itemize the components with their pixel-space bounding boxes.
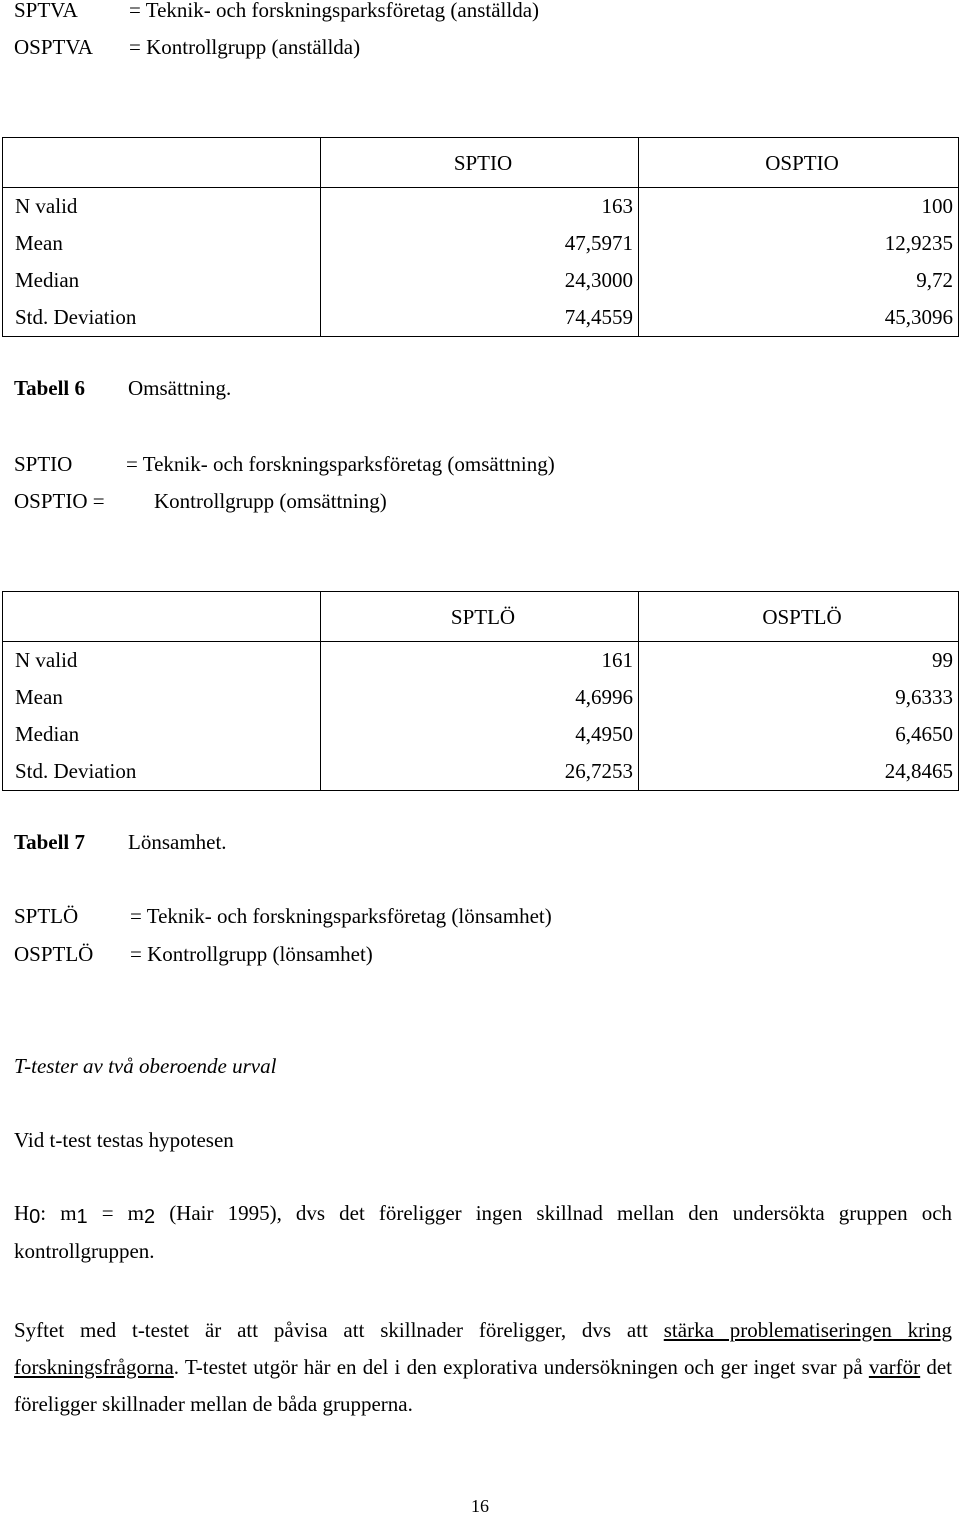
cell-value: 4,6996 — [321, 679, 639, 716]
legend-abbr: OSPTVA — [14, 35, 93, 59]
intro-text: Vid t-test testas hypotesen — [14, 1128, 234, 1152]
table-caption-number: Tabell 6 — [14, 376, 85, 400]
cell-value: 6,4650 — [639, 716, 959, 753]
table-caption-number: Tabell 7 — [14, 830, 85, 854]
table-header-empty — [3, 592, 321, 642]
table-row — [3, 225, 959, 262]
legend-abbr: OSPTLÖ — [14, 942, 94, 966]
table-row — [3, 716, 959, 753]
cell-value: 163 — [321, 188, 639, 226]
table-caption-text: Omsättning. — [128, 376, 232, 400]
purpose-text: . T-testet utgör här en del i den explorativa undersökningen och ger inget svar på — [173, 1355, 869, 1379]
cell-value: 12,9235 — [639, 225, 959, 262]
cell-value: 9,72 — [639, 262, 959, 299]
hypothesis-h-subscript: 0 — [29, 1206, 41, 1228]
cell-value: 4,4950 — [321, 716, 639, 753]
cell-value: 100 — [639, 188, 959, 226]
cell-value: 24,3000 — [321, 262, 639, 299]
row-label: N valid — [3, 188, 321, 226]
purpose-paragraph — [14, 1312, 952, 1423]
hypothesis-h: H — [14, 1201, 30, 1225]
hypothesis-rest-text: (Hair 1995), dvs det föreligger ingen skillnad mellan den undersökta gruppen och kontrollgruppen. — [14, 1201, 953, 1263]
table-row — [3, 679, 959, 716]
legend-def: = Teknik- och forskningsparksföretag (lönsamhet) — [130, 904, 552, 928]
table-row — [3, 753, 959, 791]
row-label: Std. Deviation — [3, 299, 321, 337]
cell-value: 99 — [639, 642, 959, 680]
column-header: SPTLÖ — [321, 592, 639, 642]
legend-def: = Teknik- och forskningsparksföretag (anställda) — [129, 0, 540, 22]
row-label: Mean — [3, 225, 321, 262]
section-heading: T-tester av två oberoende urval — [14, 1054, 277, 1078]
stats-table-6 — [2, 137, 959, 337]
purpose-underlined-word: varför — [868, 1355, 921, 1379]
legend-abbr: OSPTIO = — [14, 489, 105, 513]
purpose-text: Syftet med t-testet är att påvisa att skillnader föreligger, dvs att — [14, 1318, 664, 1342]
row-label: N valid — [3, 642, 321, 680]
table-row — [3, 299, 959, 337]
hypothesis-paragraph — [14, 1195, 952, 1270]
legend-abbr: SPTVA — [14, 0, 78, 22]
legend-abbr: SPTLÖ — [14, 904, 79, 928]
cell-value: 74,4559 — [321, 299, 639, 337]
column-header: SPTIO — [321, 138, 639, 188]
cell-value: 26,7253 — [321, 753, 639, 791]
cell-value: 9,6333 — [639, 679, 959, 716]
legend-def: = Kontrollgrupp (lönsamhet) — [130, 942, 373, 966]
cell-value: 47,5971 — [321, 225, 639, 262]
stats-table-7 — [2, 591, 959, 791]
table-header-empty — [3, 138, 321, 188]
legend-def: = Kontrollgrupp (anställda) — [129, 35, 361, 59]
table-header-row — [3, 138, 959, 188]
purpose-underlined-phrase: stärka problematiseringen kring forskningsfrågorna — [14, 1318, 952, 1379]
table-row — [3, 188, 959, 226]
table-row — [3, 642, 959, 680]
legend-abbr: SPTIO — [14, 452, 73, 476]
legend-def: Kontrollgrupp (omsättning) — [154, 489, 387, 513]
hypothesis-m1-subscript: 1 — [76, 1206, 88, 1228]
row-label: Std. Deviation — [3, 753, 321, 791]
cell-value: 24,8465 — [639, 753, 959, 791]
row-label: Median — [3, 262, 321, 299]
hypothesis-eq-text: = m — [87, 1201, 144, 1225]
column-header: OSPTIO — [639, 138, 959, 188]
cell-value: 161 — [321, 642, 639, 680]
purpose-text: det föreligger skillnader mellan de båda grupperna. — [14, 1355, 953, 1416]
cell-value: 45,3096 — [639, 299, 959, 337]
column-header: OSPTLÖ — [639, 592, 959, 642]
legend-def: = Teknik- och forskningsparksföretag (omsättning) — [126, 452, 555, 476]
row-label: Mean — [3, 679, 321, 716]
hypothesis-m2-subscript: 2 — [144, 1206, 156, 1228]
hypothesis-m-text: : m — [40, 1201, 77, 1225]
row-label: Median — [3, 716, 321, 753]
table-header-row — [3, 592, 959, 642]
table-row — [3, 262, 959, 299]
page-number: 16 — [471, 1496, 489, 1516]
table-caption-text: Lönsamhet. — [128, 830, 227, 854]
legend-row — [14, 0, 78, 23]
